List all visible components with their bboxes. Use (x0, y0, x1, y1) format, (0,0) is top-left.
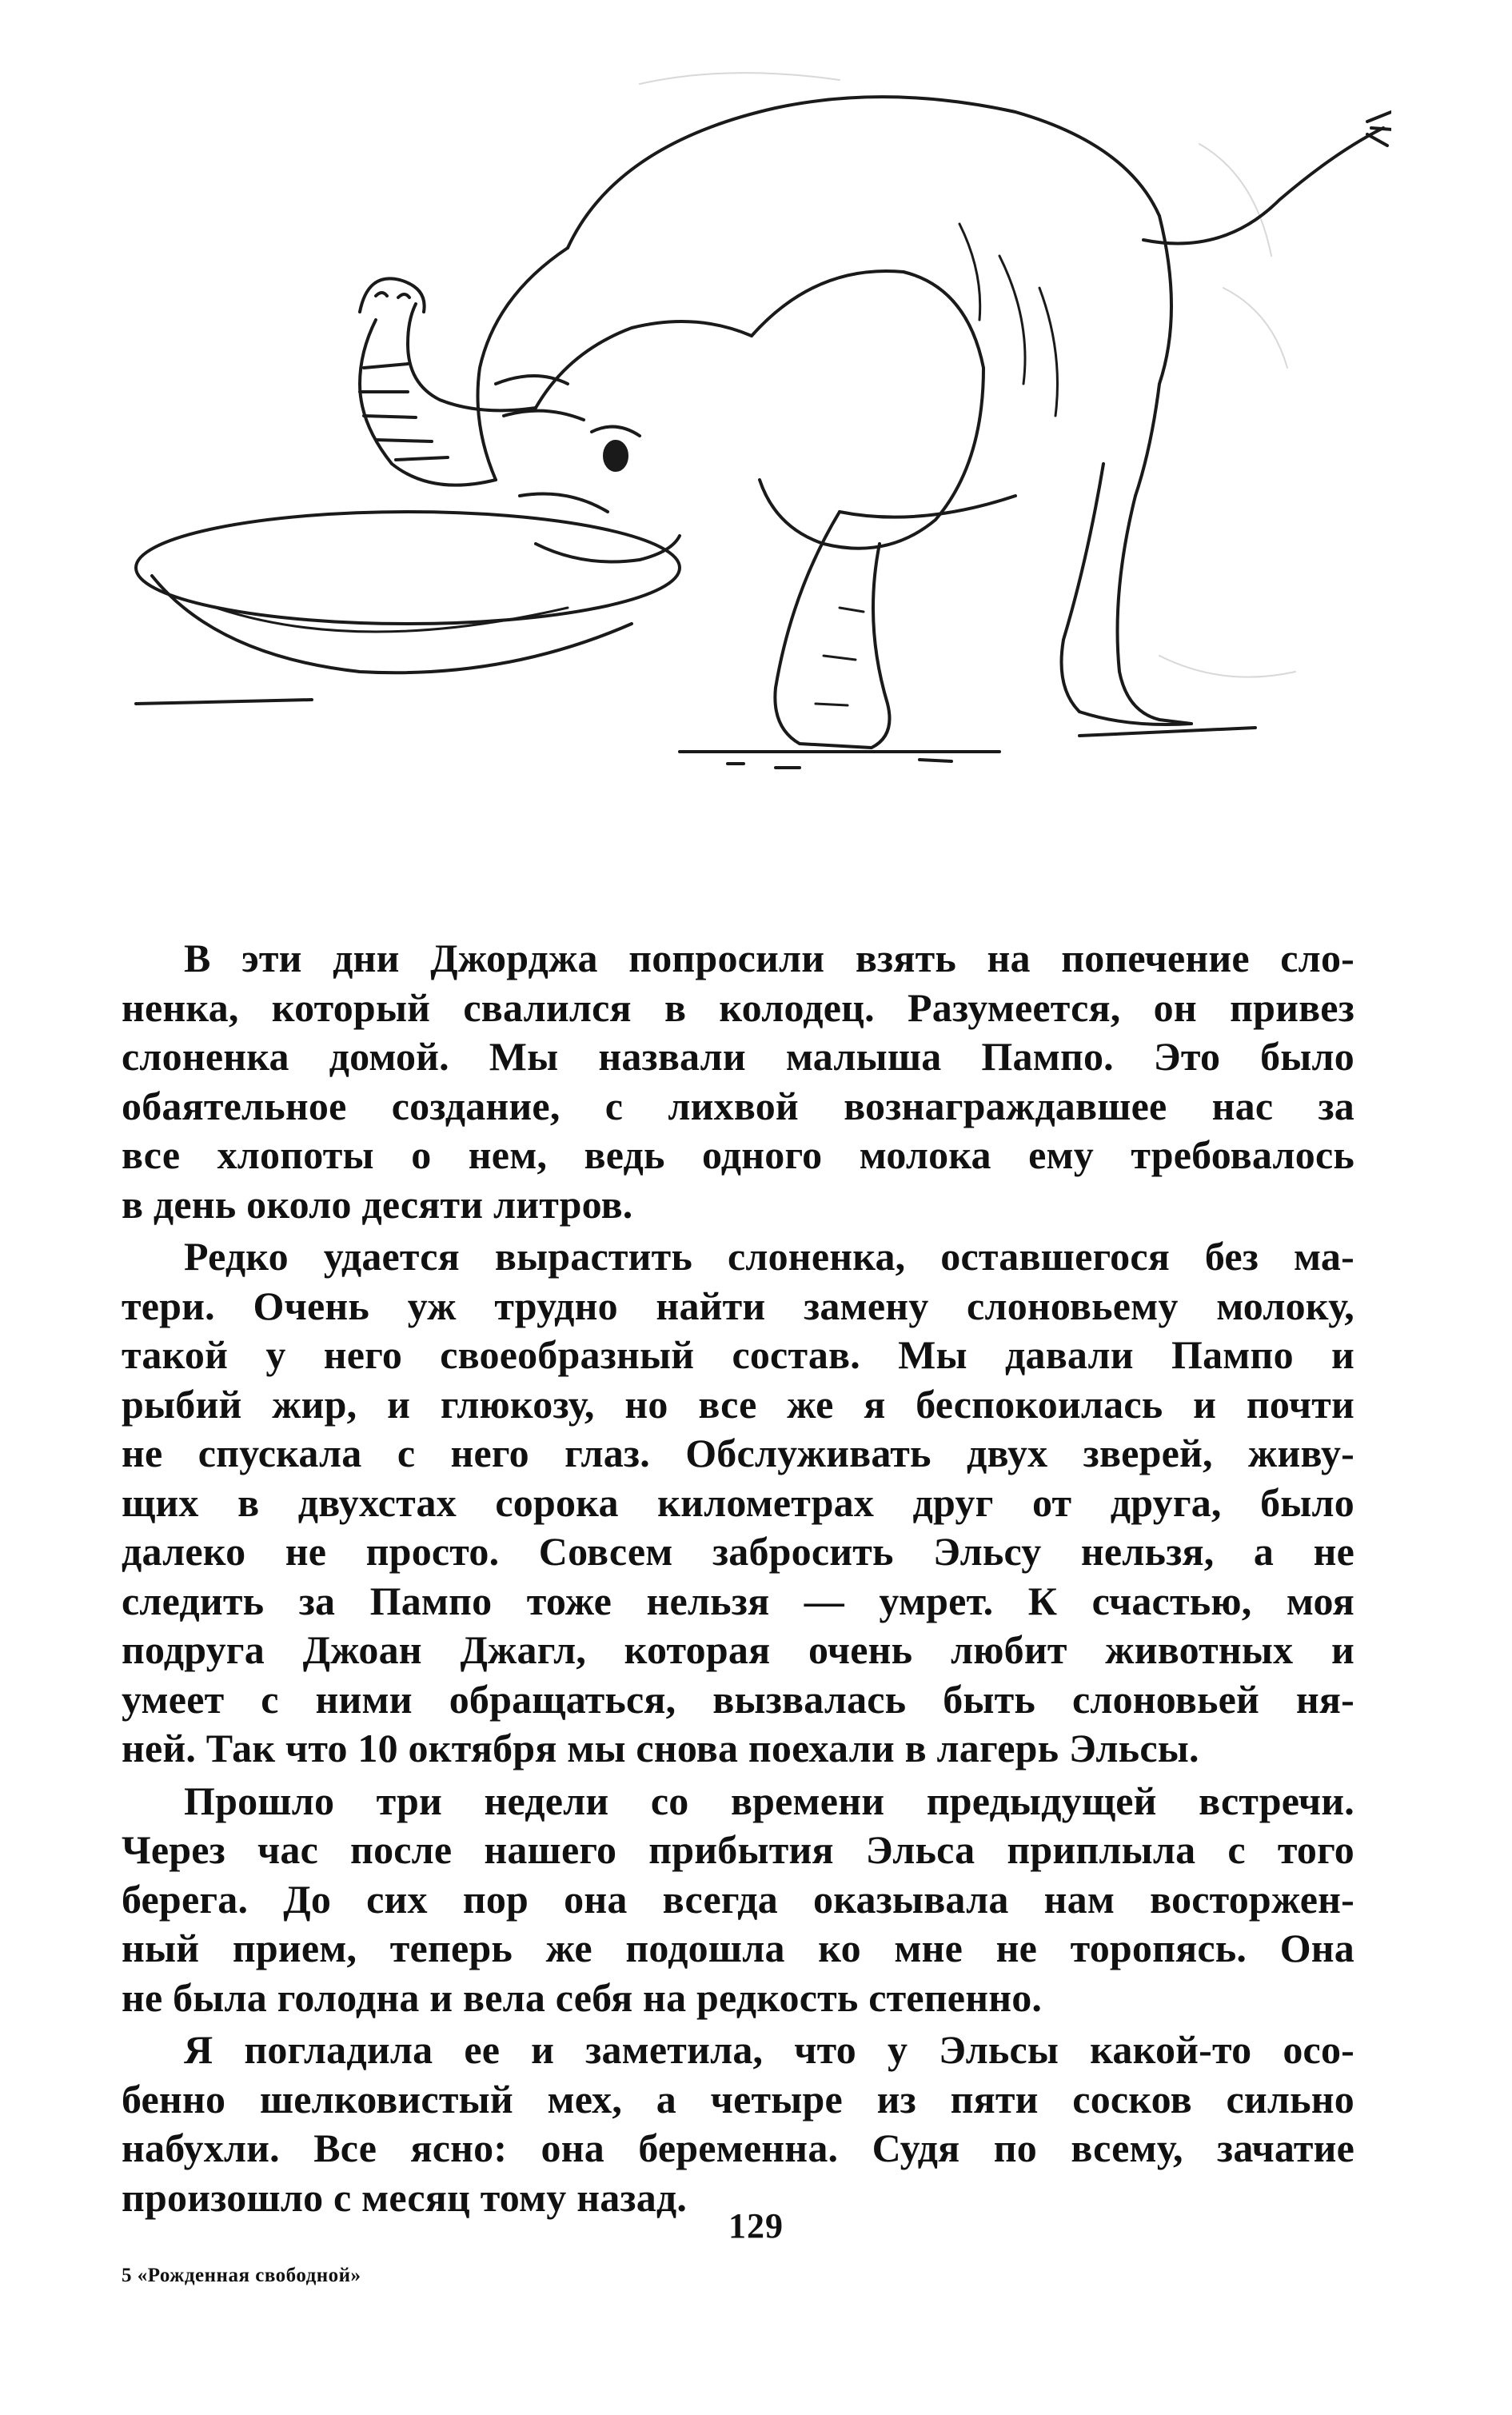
text-line: Я погладила ее и заметила, что у Эльсы какой-то осо- (184, 2027, 1354, 2072)
paragraph (122, 1232, 1354, 1774)
text-line: не была голодна и вела себя на редкость степенно. (122, 1974, 1043, 2020)
text-line: все хлопоты о нем, ведь одного молока ему требовалось (122, 1132, 1354, 1177)
text-line: такой у него своеобразный состав. Мы давали Пампо и (122, 1332, 1354, 1377)
text-line: бенно шелковистый мех, а четыре из пяти сосков сильно (122, 2076, 1354, 2122)
text-line: набухли. Все ясно: она беременна. Судя по всему, зачатие (122, 2126, 1354, 2170)
text-line: Редко удается вырастить слоненка, оставшегося без ма- (184, 1234, 1354, 1279)
text-line: произошло с месяц тому назад. (122, 2174, 688, 2220)
text-line: умеет с ними обращаться, вызвалась быть слоновьей ня- (122, 1676, 1354, 1722)
text-line: Через час после нашего прибытия Эльса приплыла с того (122, 1827, 1354, 1872)
paragraph (122, 934, 1354, 1229)
text-line: следить за Пампо тоже нельзя — умрет. К счастью, моя (122, 1578, 1354, 1623)
text-line: рыбий жир, и глюкозу, но все же я беспокоилась и почти (122, 1381, 1354, 1427)
text-line: В эти дни Джорджа попросили взять на попечение сло- (184, 936, 1354, 980)
text-line: обаятельное создание, с лихвой вознаграждавшее нас за (122, 1083, 1354, 1128)
text-line: подруга Джоан Джагл, которая очень любит животных и (122, 1627, 1354, 1672)
text-line: не спускала с него глаз. Обслуживать двух зверей, живу- (122, 1431, 1354, 1475)
elephant-illustration (120, 48, 1391, 848)
main-text (122, 934, 1354, 2222)
text-line: ненка, который свалился в колодец. Разумеется, он привез (122, 984, 1354, 1030)
text-line: тери. Очень уж трудно найти замену слоновьему молоку, (122, 1283, 1354, 1328)
text-line: берега. До сих пор она всегда оказывала нам восторжен- (122, 1876, 1354, 1922)
text-line: ней. Так что 10 октября мы снова поехали в лагерь Эльсы. (122, 1726, 1199, 1770)
text-line: ный прием, теперь же подошла ко мне не торопясь. Она (122, 1926, 1354, 1970)
footer-book-title: 5 «Рожденная свободной» (122, 2265, 361, 2286)
page-number: 129 (728, 2206, 784, 2245)
text-line: слоненка домой. Мы назвали малыша Пампо. Это было (122, 1034, 1354, 1079)
text-line: в день около десяти литров. (122, 1181, 633, 1227)
text-line: далеко не просто. Совсем забросить Эльсу нельзя, а не (122, 1529, 1354, 1574)
text-line: Прошло три недели со времени предыдущей встречи. (184, 1778, 1354, 1823)
text-line: щих в двухстах сорока километрах друг от друга, было (122, 1479, 1354, 1525)
paragraph (122, 2026, 1354, 2222)
paragraph (122, 1777, 1354, 2023)
